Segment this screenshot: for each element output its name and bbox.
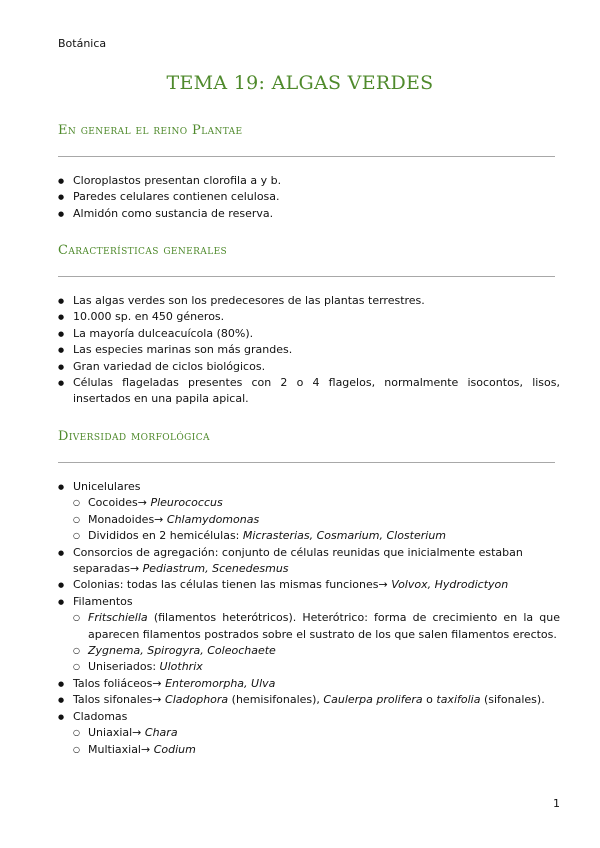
list-item-filamentos [58,594,560,676]
item-text: Multiaxial→ [88,742,154,756]
item-text: Uniaxial→ [88,726,145,740]
section-divider [58,462,555,463]
list-item-unicelulares [58,479,560,545]
item-text: Colonias: todas las células tienen las mismas funciones→ [73,578,392,592]
list-item: ● Células flageladas presentes con 2 o 4 flagelos, normalmente isocontos, lisos, insertados en una papila apical. [58,375,560,408]
item-text: Uniseriados: [88,660,160,674]
list-item: ● Cloroplastos presentan clorofila a y b. [58,173,560,189]
section-heading-plantae: En general el reino Plantae [58,123,243,138]
item-text: (hemisifonales), [228,693,324,707]
item-text: Talos sifonales→ [73,693,166,707]
sublist-cladomas [73,725,560,758]
species-name: Chlamydomonas [166,512,260,526]
species-name: Enteromorpha, Ulva [165,676,276,690]
species-name: Volvox, Hydrodictyon [391,578,509,592]
list-item-label: Cladomas [73,709,128,723]
list-item-label: Filamentos [73,594,133,608]
list-item: ● La mayoría dulceacuícola (80%). [58,326,560,342]
item-text: Consorcios de agregación: conjunto de células reunidas que inicialmente estaban separadas→ [73,545,523,576]
species-name: Codium [153,742,196,756]
sublist-item [73,725,560,741]
species-name: Cladophora [165,693,229,707]
species-name: taxifolia [436,693,481,707]
item-text: o [422,693,437,707]
list-item: ● Gran variedad de ciclos biológicos. [58,359,560,375]
species-name: Zygnema, Spirogyra, Coleochaete [88,644,276,658]
species-name: Ulothrix [159,660,203,674]
header-subject: Botánica [58,37,107,50]
list-item-cladomas [58,709,560,758]
list-item: ● Las especies marinas son más grandes. [58,342,560,358]
sublist-item [73,528,560,544]
item-text: Talos foliáceos→ [73,676,166,690]
page-number: 1 [553,797,560,810]
sublist-item [73,742,560,758]
list-item-talos-sifonales [58,692,560,708]
item-text: Divididos en 2 hemicélulas: [88,529,243,543]
section-heading-diversidad: Diversidad morfológica [58,429,210,444]
species-name: Pleurococcus [150,496,223,510]
sublist-item [73,495,560,511]
sublist-filamentos [73,610,560,676]
item-text: (sifonales). [480,693,545,707]
sublist-item [73,610,560,643]
species-name: Fritschiella [88,611,148,625]
item-text: Cocoides→ [88,496,151,510]
list-item: ● Las algas verdes son los predecesores de las plantas terrestres. [58,293,560,309]
sublist-item [73,659,560,675]
sublist-item [73,643,560,659]
section-divider [58,276,555,277]
item-text: Monadoides→ [88,512,167,526]
sublist-unicelulares [73,495,560,544]
list-item: ● Paredes celulares contienen celulosa. [58,189,560,205]
section-heading-caracteristicas: Características generales [58,243,228,258]
list-item-colonias [58,577,560,593]
list-item-talos-foliaceos [58,676,560,692]
page-title: TEMA 19: ALGAS VERDES [166,72,434,94]
list-item: ● 10.000 sp. en 450 géneros. [58,309,560,325]
diversidad-list [58,479,560,758]
sublist-item [73,512,560,528]
list-item-consorcios [58,545,560,578]
species-name: Caulerpa prolifera [323,693,423,707]
plantae-list [58,173,560,222]
species-name: Chara [144,726,178,740]
list-item-label: Unicelulares [73,480,141,493]
species-name: Pediastrum, Scenedesmus [142,562,289,576]
species-name: Micrasterias, Cosmarium, Closterium [242,529,447,543]
list-item: ● Almidón como sustancia de reserva. [58,206,560,222]
item-text: (filamentos heterótricos). Heterótrico: forma de crecimiento en la que aparecen filamentos postrados sobre el sustrato de los que salen filamentos erectos. [88,611,560,641]
caracteristicas-list [58,293,560,408]
section-divider [58,156,555,157]
